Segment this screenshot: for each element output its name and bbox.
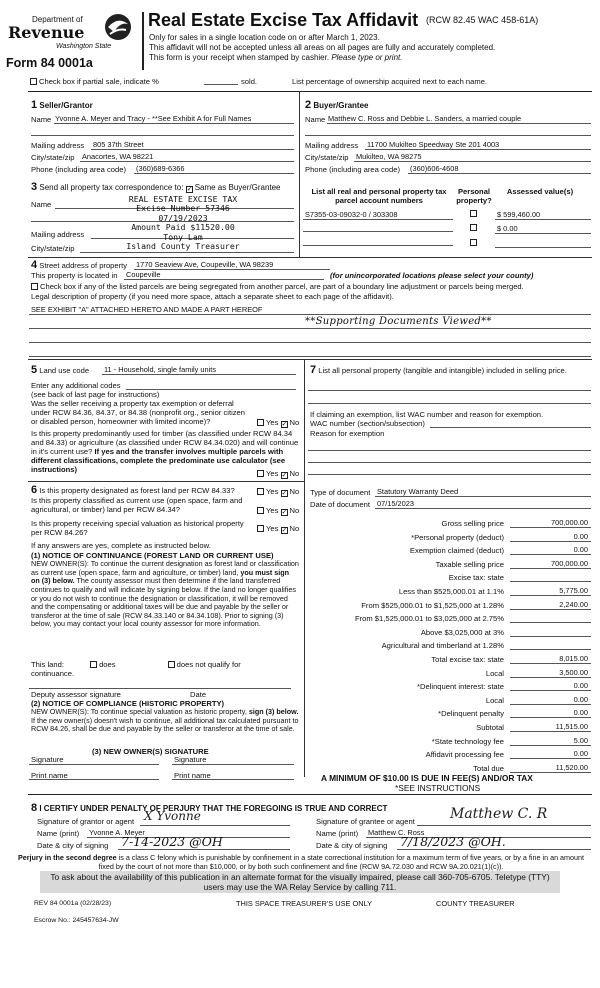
treasurer-use-label: THIS SPACE TREASURER'S USE ONLY [236, 899, 373, 908]
tax-row-label: Less than $525,000.01 at 1.1% [398, 587, 504, 596]
see-instructions-note: *SEE INSTRUCTIONS [395, 783, 481, 793]
doc-date-label: Date of document [310, 500, 370, 509]
tax-row-label: Local [485, 668, 504, 678]
partial-sale-checkbox[interactable] [30, 78, 37, 85]
grantor-name-field[interactable]: Yvonne A. Meyer [89, 828, 145, 837]
assessed-col-header: Assessed value(s) [506, 187, 574, 196]
property-street-row: 4 Street address of property [31, 259, 128, 271]
grantor-signature[interactable]: X Yvonne [144, 809, 201, 823]
historic-yes-checkbox[interactable] [257, 525, 264, 532]
tax-row-label: Excise tax: state [448, 573, 504, 583]
current-use-no-checkbox[interactable]: ✓ [281, 509, 288, 516]
tax-row-value[interactable]: 700,000.00 [551, 558, 588, 568]
escrow-number: Escrow No.: 245457634-JW [34, 917, 119, 924]
forest-yes-checkbox[interactable] [257, 488, 264, 495]
tax-row-label: Exemption claimed (deduct) [409, 546, 504, 556]
same-as-buyer-checkbox[interactable]: ✓ [186, 186, 193, 193]
minimum-due-note: A MINIMUM OF $10.00 IS DUE IN FEE(S) AND/OR TAX [321, 773, 533, 783]
seller-phone-field[interactable]: (360)689-6366 [136, 164, 185, 173]
stamp-line-6: Island County Treasurer [126, 241, 240, 252]
buyer-city-field[interactable]: Mukilteo, WA 98275 [356, 152, 422, 161]
sold-label: sold. [241, 77, 258, 86]
personal-property-heading: 7 List all personal property (tangible and intangible) included in selling price. [310, 364, 567, 376]
header-note-1: Only for sales in a single location code on or after March 1, 2023. [149, 33, 380, 42]
timber-yes-checkbox[interactable] [257, 470, 264, 477]
personal-col-header: Personal property? [456, 187, 492, 206]
does-not-qualify-checkbox[interactable] [168, 661, 175, 668]
additional-codes-label: Enter any additional codes [31, 381, 121, 390]
tax-row-value[interactable]: 0.00 [573, 545, 588, 555]
notice-continuance-text: NEW OWNER(S): To continue the current designation as forest land or classification as current use (open space, farm and agriculture, or timber) land, you must sign on (3) below. The county assessor must then determine if the land transferred continues to qualify and will indicate by signing below. If the land no longer qualifies or you do not wish to continue the designation or classification, it will be removed and the compensating or additional taxes will be due and payable by the seller or transferor at the time of sale (RCW 84.33.140 or 84.34.108). Prior to signing (3) below, you may contact your local county assessor for more information. [31, 559, 299, 629]
personal-property-checkbox-1[interactable] [470, 210, 477, 217]
certify-heading: 8 I CERTIFY UNDER PENALTY OF PERJURY THAT THE FOREGOING IS TRUE AND CORRECT [31, 802, 388, 814]
tax-row-label: Subtotal [476, 723, 504, 732]
exemption-yes-no: Yes ✓ No [257, 418, 299, 428]
segregation-checkbox[interactable] [31, 283, 38, 290]
buyer-mailing-field[interactable]: 11700 Mukilteo Speedway Ste 201 4003 [367, 140, 500, 149]
notice-compliance-title: (2) NOTICE OF COMPLIANCE (HISTORIC PROPERTY) [31, 699, 225, 708]
supporting-documents-note: **Supporting Documents Viewed** [305, 316, 492, 327]
wac-label: WAC number (section/subsection) [310, 419, 425, 428]
tax-row-value[interactable]: 0.00 [573, 694, 588, 704]
notice-compliance-text: NEW OWNER(S): To continue special valuation as historic property, sign (3) below. If the new owner(s) doesn't wish to continue, all additional tax calculated pursuant to RCW 84.26, shall be due and payable by the seller or transferor at the time of sale. [31, 707, 299, 734]
historic-question: Is this property receiving special valuation as historical property per RCW 84.26? [31, 519, 244, 538]
current-use-yes-no: Yes ✓ No [257, 506, 299, 516]
personal-property-checkbox-2[interactable] [470, 224, 477, 231]
tax-row-label: Total due [473, 763, 504, 773]
revenue-swirl-icon [104, 12, 132, 42]
tax-row-label: From $1,525,000.01 to $3,025,000 at 2.75% [354, 614, 504, 624]
tax-row-value[interactable]: 2,240.00 [559, 599, 588, 609]
land-use-row: 5 Land use code [31, 364, 90, 376]
seller-name-field[interactable]: Yvonne A. Meyer and Tracy - **See Exhibit A for Full Names [55, 114, 252, 123]
new-owner-signature-title: (3) NEW OWNER(S) SIGNATURE [92, 747, 209, 756]
located-in-field[interactable]: Coupeville [126, 270, 161, 279]
seller-mailing-field[interactable]: 805 37th Street [93, 140, 144, 149]
continuance-label: continuance. [31, 669, 75, 678]
doc-type-label: Type of document [310, 488, 371, 497]
forest-yes-no: Yes ✓ No [257, 487, 299, 497]
seller-city-label: City/state/zip [31, 153, 75, 162]
tax-row-value[interactable]: 11,515.00 [555, 722, 588, 731]
grantee-name-field[interactable]: Matthew C. Ross [368, 828, 425, 837]
tax-row-label: *State technology fee [431, 736, 504, 746]
grantee-signature-label: Signature of grantee or agent [316, 817, 415, 826]
revenue-label: Revenue [8, 23, 85, 42]
buyer-city-label: City/state/zip [305, 153, 349, 162]
tax-row-value[interactable]: 8,015.00 [559, 654, 588, 663]
exemption-yes-checkbox[interactable] [257, 419, 264, 426]
parcel-1[interactable]: S7355-03-09032-0 / 303308 [305, 210, 398, 219]
assessed-2[interactable]: $ 0.00 [497, 224, 518, 233]
tax-row-label: From $525,000.01 to $1,525,000 at 1.28% [361, 600, 504, 610]
unincorporated-note: (for unincorporated locations please select your county) [330, 271, 534, 280]
historic-no-checkbox[interactable]: ✓ [281, 527, 288, 534]
segregation-check-row: Check box if any of the listed parcels are being segregated from another parcel, are part of a boundary line adjustment or parcels being merged. [31, 282, 591, 291]
tax-row-label: *Delinquent interest: state [417, 682, 504, 692]
partial-sale-row: Check box if partial sale, indicate % [30, 77, 159, 86]
timber-question: Is this property predominantly used for timber (as classified under RCW 84.34 and 84.33) or agriculture (as classified under RCW 84.34.020) and will continue in it's current use? If yes and the transfer involves multiple parcels with different classifications, complete the predominate use calculator (see instructions) [31, 429, 299, 475]
corr-mailing-label: Mailing address [31, 230, 85, 239]
treasurer-stamp [108, 195, 258, 252]
correspondence-heading: 3 Send all property tax correspondence to: ✓ Same as Buyer/Grantee [31, 181, 281, 193]
additional-codes-note: (see back of last page for instructions) [31, 390, 160, 399]
tax-row-label: Affidavit processing fee [425, 750, 504, 760]
forest-no-checkbox[interactable]: ✓ [281, 490, 288, 497]
exemption-question: Was the seller receiving a property tax exemption or deferral under RCW 84.36, 84.37, or 84.38 (nonprofit org., senior citizen or disabled person, homeowner with limited income)? [31, 399, 246, 427]
exemption-no-checkbox[interactable]: ✓ [281, 421, 288, 428]
tax-row-label: Local [485, 695, 504, 705]
tax-row-value[interactable]: 0.00 [573, 531, 588, 541]
stamp-line-4: Amount Paid $11520.00 [131, 222, 235, 233]
personal-property-checkbox-3[interactable] [470, 239, 477, 246]
stamp-line-5: Tony Lam [163, 231, 203, 242]
doc-date-field[interactable]: 07/15/2023 [377, 499, 414, 508]
property-street-field[interactable]: 1770 Seaview Ave, Coupeville, WA 98239 [136, 260, 274, 269]
tax-row-label: Above $3,025,000 at 3% [420, 627, 504, 637]
seller-name-label: Name [31, 115, 52, 124]
tax-row-value[interactable]: 700,000.00 [551, 518, 588, 527]
notice-continuance-title: (1) NOTICE OF CONTINUANCE (FOREST LAND OR CURRENT USE) [31, 551, 274, 560]
seller-city-field[interactable]: Anacortes, WA 98221 [82, 152, 154, 161]
tax-row-label: Total excise tax: state [431, 655, 504, 664]
stamp-line-2: Excise Number 57346 [136, 203, 230, 214]
grantee-signature[interactable]: Matthew C. R [450, 806, 548, 822]
located-in-label: This property is located in [31, 271, 118, 280]
new-owner-signature-label-2: Signature [174, 755, 207, 764]
seller-heading: 1 Seller/Grantor [31, 99, 93, 111]
historic-yes-no: Yes ✓ No [257, 524, 299, 534]
timber-no-checkbox[interactable]: ✓ [281, 472, 288, 479]
tax-row-label: *Personal property (deduct) [411, 532, 504, 542]
form-number: Form 84 0001a [6, 56, 93, 70]
buyer-name-field[interactable]: Matthew C. Ross and Debbie L. Sanders, a married couple [328, 114, 522, 123]
tax-row-label: Taxable selling price [435, 559, 504, 569]
stamp-line-1: REAL ESTATE EXCISE TAX [128, 194, 238, 204]
this-land-row: This land: does does not qualify for [31, 660, 241, 669]
buyer-name-label: Name [305, 115, 326, 124]
deputy-date-label: Date [190, 690, 207, 699]
county-treasurer-label: COUNTY TREASURER [436, 899, 515, 908]
assessed-1[interactable]: $ 599,460.00 [497, 210, 541, 219]
ownership-note: List percentage of ownership acquired next to each name. [292, 77, 488, 86]
tax-row-value[interactable]: 5,775.00 [559, 586, 588, 595]
legal-description-label: Legal description of property (if you need more space, attach a separate sheet to each page of the affidavit). [31, 292, 394, 301]
deputy-signature-label: Deputy assessor signature [31, 690, 121, 699]
perjury-notice: Perjury in the second degree is a class C felony which is punishable by confinement in a state correctional institution for a maximum term of five years, or by a fine in an amount fixed by the court of not more than $10,000, or by both such confinement and fine (RCW 9A.72.030 and RCW 9A.20.021(1)(c)). [17, 853, 585, 871]
buyer-mailing-label: Mailing address [305, 141, 359, 150]
seller-phone-label: Phone (including area code) [31, 165, 126, 174]
corr-city-label: City/state/zip [31, 244, 75, 253]
tax-row-value[interactable]: 5.00 [573, 735, 588, 745]
dept-of-label: Department of [32, 15, 83, 24]
current-use-question: Is this property classified as current use (open space, farm and agricultural, or timber) land per RCW 84.34? [31, 496, 243, 515]
grantor-signature-label: Signature of grantor or agent [37, 817, 135, 826]
form-citation: (RCW 82.45 WAC 458-61A) [426, 15, 539, 25]
tax-row-label: *Delinquent penalty [438, 709, 504, 719]
dor-logo [6, 12, 134, 60]
revision-label: REV 84 0001a (02/28/23) [34, 900, 112, 907]
corr-name-label: Name [31, 200, 52, 209]
stamp-line-3: 07/19/2023 [158, 212, 208, 223]
form-title: Real Estate Excise Tax Affidavit [148, 10, 419, 30]
grantor-name-label: Name (print) [37, 829, 80, 838]
buyer-heading: 2 Buyer/Grantee [305, 99, 369, 111]
header-note-3: This form is your receipt when stamped by cashier. Please type or print. [149, 53, 403, 62]
tax-row-value[interactable]: 3,500.00 [559, 667, 588, 677]
doc-type-field[interactable]: Statutory Warranty Deed [377, 487, 459, 496]
reason-label: Reason for exemption [310, 429, 385, 438]
grantor-date-field[interactable]: 7-14-2023 @OH [121, 834, 223, 849]
legal-description-field[interactable]: SEE EXHIBIT "A" ATTACHED HERETO AND MADE A PART HEREOF [31, 305, 263, 314]
new-owner-print-label-1: Print name [31, 771, 68, 780]
does-qualify-checkbox[interactable] [90, 661, 97, 668]
if-yes-note: If any answers are yes, complete as instructed below. [31, 541, 211, 550]
current-use-yes-checkbox[interactable] [257, 507, 264, 514]
seller-mailing-label: Mailing address [31, 141, 85, 150]
exemption-label: If claiming an exemption, list WAC number and reason for exemption. [310, 410, 544, 419]
forest-question: 6 Is this property designated as forest land per RCW 84.33? [31, 484, 235, 496]
header-note-2: This affidavit will not be accepted unless all areas on all pages are fully and accurately completed. [149, 43, 496, 52]
tax-row-label: Agricultural and timberland at 1.28% [381, 641, 504, 651]
buyer-phone-field[interactable]: (360)606-4608 [410, 164, 459, 173]
grantee-name-label: Name (print) [316, 829, 359, 838]
parcel-col-header: List all real and personal property tax parcel account numbers [311, 187, 447, 206]
timber-yes-no: Yes ✓ No [257, 469, 299, 479]
tax-row-value[interactable]: 11,520.00 [555, 762, 588, 772]
new-owner-signature-label-1: Signature [31, 755, 64, 764]
land-use-code-field[interactable]: 11 - Household, single family units [104, 365, 217, 374]
alternate-format-notice: To ask about the availability of this publication in an alternate format for the visually impaired, please call 360-705-6705. Teletype (TTY) users may use the WA Relay Service by calling 711. [40, 871, 560, 893]
tax-row-value[interactable]: 0.00 [573, 681, 588, 691]
grantee-date-label: Date & city of signing [316, 841, 388, 850]
grantee-date-field[interactable]: 7/18/2023 @OH. [400, 834, 506, 849]
washington-state-label: Washington State [56, 43, 112, 50]
tax-row-value[interactable]: 0.00 [573, 708, 588, 718]
tax-row-value[interactable]: 0.00 [573, 749, 588, 759]
tax-row-label: Gross selling price [441, 519, 504, 528]
grantor-date-label: Date & city of signing [37, 841, 109, 850]
buyer-phone-label: Phone (including area code) [305, 165, 400, 174]
new-owner-print-label-2: Print name [174, 771, 211, 780]
